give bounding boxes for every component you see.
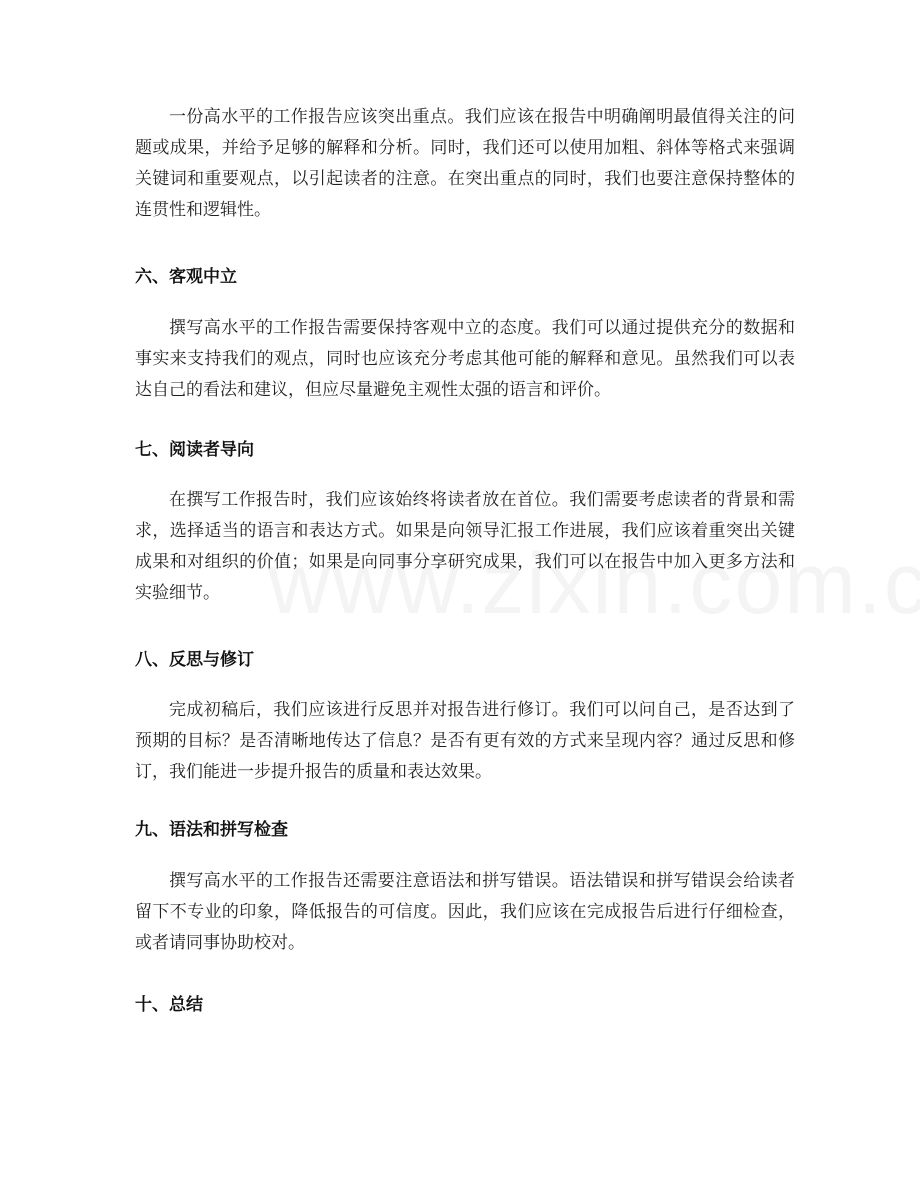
section-body-reader-oriented: 在撰写工作报告时，我们应该始终将读者放在首位。我们需要考虑读者的背景和需求，选择适当的语言和表达方式。如果是向领导汇报工作进展，我们应该着重突出关键成果和对组织的价值；如果是向同事分享研究成果，我们可以在报告中加入更多方法和实验细节。: [135, 490, 795, 603]
intro-paragraph: 一份高水平的工作报告应该突出重点。我们应该在报告中明确阐明最值得关注的问题或成果，并给予足够的解释和分析。同时，我们还可以使用加粗、斜体等格式来强调关键词和重要观点，以引起读者的注意。在突出重点的同时，我们也要注意保持整体的连贯性和逻辑性。: [135, 107, 795, 220]
section-body-grammar-spelling: 撰写高水平的工作报告还需要注意语法和拼写错误。语法错误和拼写错误会给读者留下不专业的印象，降低报告的可信度。因此，我们应该在完成报告后进行仔细检查，或者请同事协助校对。: [135, 871, 795, 953]
section-heading-objective-neutral: 六、客观中立: [135, 267, 237, 287]
section-heading-reflection-revision: 八、反思与修订: [135, 650, 254, 670]
section-heading-summary: 十、总结: [135, 995, 203, 1015]
section-heading-grammar-spelling: 九、语法和拼写检查: [135, 820, 288, 840]
section-heading-reader-oriented: 七、阅读者导向: [135, 440, 254, 460]
section-body-objective-neutral: 撰写高水平的工作报告需要保持客观中立的态度。我们可以通过提供充分的数据和事实来支持我们的观点，同时也应该充分考虑其他可能的解释和意见。虽然我们可以表达自己的看法和建议，但应尽量避免主观性太强的语言和评价。: [135, 318, 795, 400]
section-body-reflection-revision: 完成初稿后，我们应该进行反思并对报告进行修订。我们可以问自己，是否达到了预期的目标？是否清晰地传达了信息？是否有更有效的方式来呈现内容？通过反思和修订，我们能进一步提升报告的质量和表达效果。: [135, 700, 795, 782]
